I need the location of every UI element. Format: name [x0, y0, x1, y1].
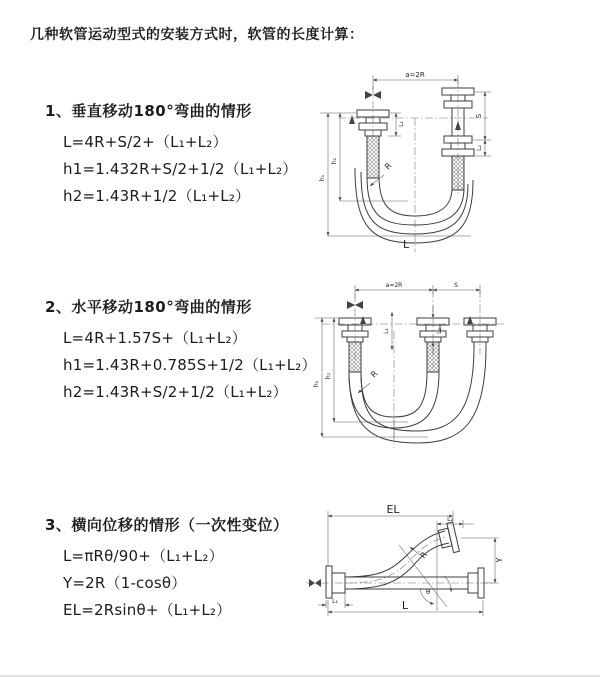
- left-braided-hose: [349, 342, 361, 372]
- dim-label-l2: L₂: [476, 145, 483, 151]
- section-horizontal-movement: [45, 296, 317, 406]
- dim-label-l2: L₂: [447, 516, 453, 523]
- left-flange: [326, 566, 345, 598]
- section-vertical-movement: [45, 100, 298, 210]
- extension-lines: [461, 538, 499, 583]
- hose-s-curve: [345, 531, 449, 589]
- dim-label-el: EL: [386, 503, 400, 516]
- dim-label-theta: θ: [426, 588, 431, 596]
- formula: h1=1.43R+0.785S+1/2（L₁+L₂）: [63, 356, 317, 374]
- valve-symbol-icon: [347, 301, 363, 309]
- valve-symbol-icon: [309, 579, 321, 587]
- dim-label-r: R: [418, 550, 430, 561]
- formula: L=πRθ/90+（L₁+L₂）: [63, 547, 224, 565]
- dim-label-l1: L₁: [398, 121, 405, 127]
- diagram-lateral-displacement: [298, 496, 598, 664]
- section-3-formulas: [63, 543, 288, 624]
- formula: L=4R+S/2+（L₁+L₂）: [63, 133, 228, 151]
- extension-lines: [355, 285, 480, 298]
- dim-label-l: L: [401, 599, 409, 612]
- right-braided-hose: [452, 156, 464, 190]
- dim-label-a2r: a=2R: [405, 71, 425, 79]
- page-title: 几种软管运动型式的安装方式时，软管的长度计算：: [30, 27, 364, 43]
- extension-lines: [463, 520, 474, 528]
- section-3-heading: 3、横向位移的情形（一次性变位）: [45, 516, 289, 534]
- dim-label-h1: h₁: [313, 380, 320, 388]
- section-2-heading: 2、水平移动180°弯曲的情形: [45, 298, 252, 316]
- section-2-formulas: [63, 325, 317, 406]
- formula: h1=1.432R+S/2+1/2（L₁+L₂）: [63, 160, 298, 178]
- dim-label-s: S: [454, 282, 458, 289]
- theta-arc-right: [444, 576, 451, 592]
- radius-arrow: [358, 383, 370, 393]
- formula: h2=1.43R+1/2（L₁+L₂）: [63, 187, 251, 205]
- diagram-vertical-180-bend: [308, 66, 596, 264]
- formula: Y=2R（1-cosθ）: [63, 574, 187, 592]
- left-braided-hose: [367, 136, 379, 178]
- centerlines: [338, 80, 488, 252]
- dim-label-y: Y: [495, 557, 504, 563]
- hose-u-curves: [349, 346, 486, 443]
- formula: EL=2Rsinθ+（L₁+L₂）: [63, 601, 232, 619]
- formula: L=4R+1.57S+（L₁+L₂）: [63, 329, 247, 347]
- dim-label-r: R: [383, 161, 394, 172]
- section-lateral-displacement: [45, 514, 288, 624]
- diagram-horizontal-180-bend: [308, 276, 596, 474]
- dim-label-h1: h₁: [319, 174, 326, 182]
- formula: h2=1.43R+S/2+1/2（L₁+L₂）: [63, 383, 288, 401]
- extension-lines: [328, 511, 453, 566]
- dim-label-h2: h₂: [325, 372, 332, 380]
- dim-label-r: R: [369, 369, 380, 380]
- dim-label-l: L: [403, 238, 410, 251]
- upper-flange: [437, 522, 459, 555]
- dim-label-l1: L₁: [332, 598, 338, 605]
- dim-label-l2: L₂: [436, 328, 443, 334]
- dim-label-s: S: [475, 113, 483, 119]
- dim-label-l1: L₁: [383, 328, 390, 334]
- section-1-heading: 1、垂直移动180°弯曲的情形: [45, 102, 252, 120]
- section-1-formulas: [63, 129, 298, 210]
- dim-label-a2r: a=2R: [385, 282, 403, 289]
- dim-label-h2: h₂: [331, 157, 338, 165]
